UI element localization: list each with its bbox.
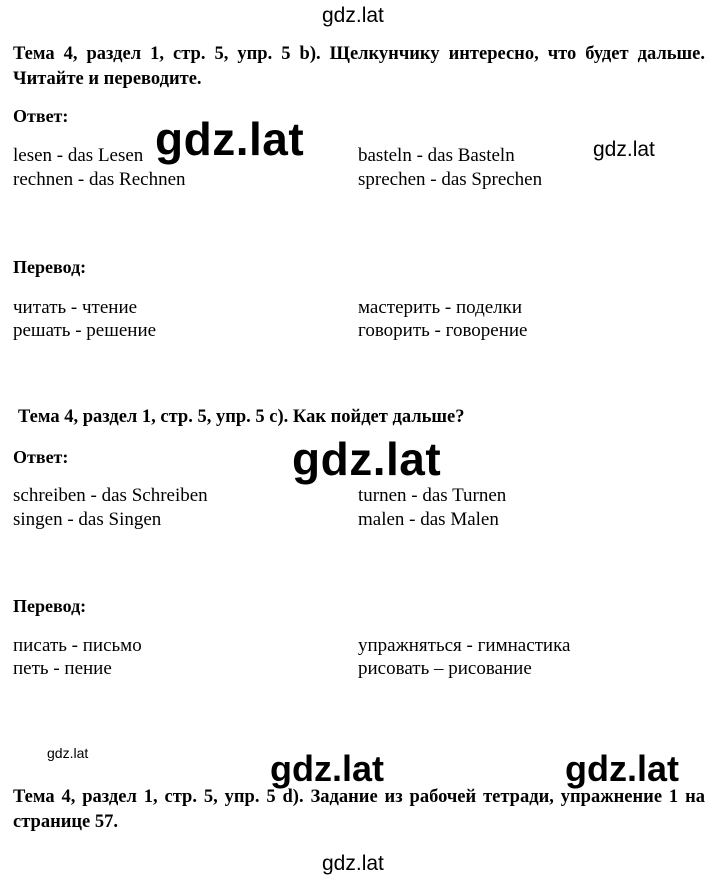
watermark-bottom-right: gdz.lat [565, 748, 679, 789]
answer-left-c-1: schreiben - das Schreiben [13, 485, 208, 506]
answer-left-c-2: singen - das Singen [13, 509, 162, 530]
answer-left-b-2: rechnen - das Rechnen [13, 169, 186, 190]
watermark-big-1: gdz.lat [155, 113, 305, 165]
translation-label-b: Перевод: [13, 257, 87, 277]
answer-right-c-1: turnen - das Turnen [358, 485, 507, 506]
answer-right-c-2: malen - das Malen [358, 509, 499, 530]
answer-label-c: Ответ: [13, 447, 69, 467]
answer-right-b-2: sprechen - das Sprechen [358, 169, 543, 190]
translation-label-c: Перевод: [13, 596, 87, 616]
task-heading-c: Тема 4, раздел 1, стр. 5, упр. 5 c). Как пойдет дальше? [18, 407, 465, 427]
translation-left-b-2: решать - решение [13, 320, 157, 341]
answer-left-b-1: lesen - das Lesen [13, 145, 144, 166]
answer-label-b: Ответ: [13, 106, 69, 126]
watermark-bottom-mid: gdz.lat [270, 748, 384, 789]
watermark-top: gdz.lat [322, 4, 384, 27]
watermark-big-2: gdz.lat [292, 433, 442, 485]
watermark-right-1: gdz.lat [593, 138, 655, 161]
translation-left-b-1: читать - чтение [13, 297, 138, 318]
task-heading-b: Тема 4, раздел 1, стр. 5, упр. 5 b). Щелкунчику интересно, что будет дальше. Читайте и переводите. [13, 44, 705, 89]
translation-right-c-2: рисовать – рисование [358, 658, 532, 679]
watermark-small-left: gdz.lat [47, 745, 89, 761]
translation-right-c-1: упражняться - гимнастика [358, 635, 571, 656]
translation-right-b-1: мастерить - поделки [358, 297, 523, 318]
translation-right-b-2: говорить - говорение [358, 320, 528, 341]
task-heading-d: Тема 4, раздел 1, стр. 5, упр. 5 d). Задание из рабочей тетради, упражнение 1 на странице 57. [13, 787, 705, 832]
answer-right-b-1: basteln - das Basteln [358, 145, 515, 166]
watermark-footer: gdz.lat [322, 852, 384, 875]
translation-left-c-1: писать - письмо [13, 635, 142, 656]
translation-left-c-2: петь - пение [13, 658, 112, 679]
